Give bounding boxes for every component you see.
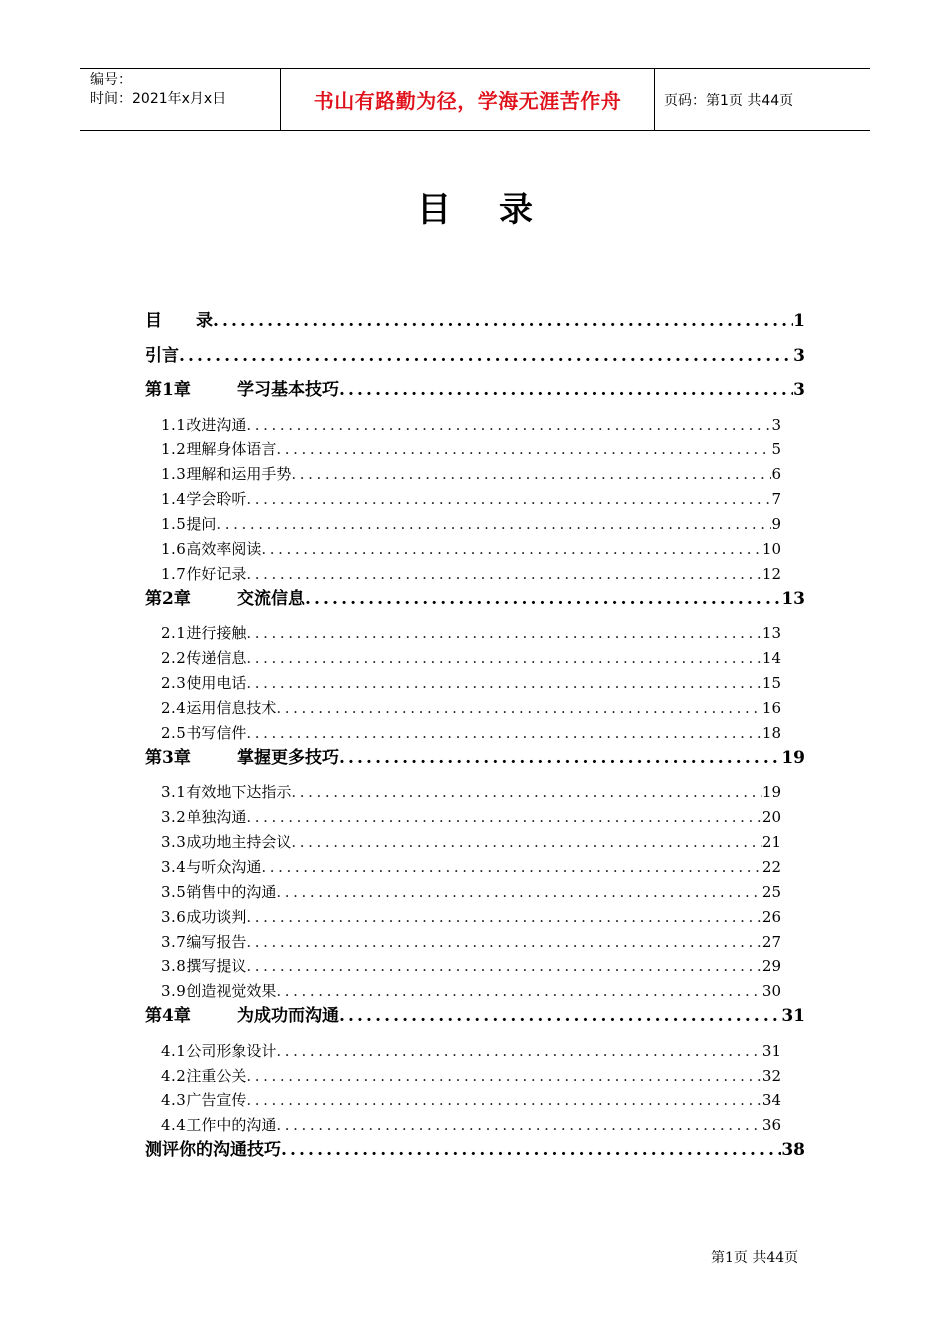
toc-entry-title: 学会聆听: [186, 490, 247, 509]
header-motto-cell: [281, 69, 655, 130]
toc-section-number: 2.3: [161, 674, 187, 693]
toc-entry[interactable]: [145, 512, 805, 537]
toc-page-number: 30: [761, 982, 781, 1001]
toc-entry-title: 与听众沟通: [186, 857, 262, 876]
toc-page-number: 7: [771, 490, 781, 509]
toc-page-number: 10: [761, 539, 781, 558]
toc-entry[interactable]: [145, 696, 805, 721]
toc-dot-leader: [261, 537, 762, 561]
motto: 书山有路勤为径，学海无涯苦作舟: [313, 89, 622, 113]
toc-page-number: 34: [761, 1091, 781, 1110]
toc-entry[interactable]: [145, 487, 805, 512]
toc-entry[interactable]: [145, 830, 805, 855]
toc-entry-label: [161, 1088, 246, 1112]
toc-page-number: 14: [761, 649, 781, 668]
toc-page-number: 3: [771, 415, 781, 434]
toc-page-number: 32: [761, 1066, 781, 1085]
toc-entry-label: [145, 587, 305, 611]
toc-section-number: 3.5: [161, 882, 187, 901]
toc-dot-leader: [246, 805, 762, 829]
toc-dot-leader: [276, 1113, 762, 1137]
toc-page-number: 31: [781, 1006, 805, 1027]
toc-page-number: 25: [761, 882, 781, 901]
toc-entry[interactable]: [145, 954, 805, 979]
toc-page-number: 3: [793, 345, 805, 366]
toc-entry-title: 工作中的沟通: [186, 1116, 277, 1135]
toc-entry-title: 测评你的沟通技巧: [145, 1140, 281, 1161]
toc-entry-title: 公司形象设计: [186, 1041, 277, 1060]
toc-entry-title: 广告宣传: [186, 1091, 247, 1110]
toc-entry-label: [161, 512, 216, 536]
time-label: 时间：2021年x月x日: [90, 91, 227, 107]
toc-entry-label: [145, 1138, 281, 1162]
toc-entry-title: 进行接触: [186, 624, 247, 643]
toc-page-number: 19: [761, 783, 781, 802]
toc-dot-leader: [246, 930, 762, 954]
toc-section-number: 2.5: [161, 723, 187, 742]
toc-dot-leader: [305, 587, 781, 611]
toc-entry-title: 单独沟通: [186, 808, 247, 827]
toc-section-number: 1.3: [161, 465, 187, 484]
toc-section-number: 4.4: [161, 1116, 187, 1135]
toc-dot-leader: [246, 954, 762, 978]
toc-entry-label: [161, 954, 246, 978]
toc-entry[interactable]: [145, 537, 805, 562]
toc-entry-title: 改进沟通: [186, 415, 247, 434]
toc-dot-leader: [246, 562, 762, 586]
toc-entry[interactable]: [145, 1039, 805, 1064]
toc-entry-label: [145, 344, 179, 368]
toc-entry-title: 运用信息技术: [186, 698, 277, 717]
toc-entry-label: [161, 646, 246, 670]
toc-entry-title: 传递信息: [186, 649, 247, 668]
toc-page-number: 13: [781, 588, 805, 609]
toc-dot-leader: [339, 746, 781, 770]
toc-entry-label: [161, 805, 246, 829]
toc-entry-label: [161, 905, 246, 929]
toc-entry-label: [161, 780, 291, 804]
toc-entry-label: [161, 537, 261, 561]
toc-page-number: 1: [793, 311, 805, 331]
toc-dot-leader: [179, 344, 793, 368]
toc-chapter-number: 第2章: [145, 588, 191, 609]
toc-entry-label: [161, 880, 276, 904]
toc-entry[interactable]: [145, 746, 805, 781]
toc-page-number: 22: [761, 857, 781, 876]
toc-entry[interactable]: [145, 621, 805, 646]
toc-entry-label: [161, 1064, 246, 1088]
toc-entry[interactable]: [145, 1064, 805, 1089]
toc-dot-leader: [281, 1138, 781, 1162]
toc-entry-title: 撰写提议: [186, 957, 247, 976]
toc-dot-leader: [276, 880, 762, 904]
toc-page-number: 36: [761, 1116, 781, 1135]
toc-section-number: 2.1: [161, 624, 187, 643]
toc-section-number: 4.1: [161, 1041, 187, 1060]
toc-entry[interactable]: [145, 880, 805, 905]
toc-page-number: 3: [793, 380, 805, 400]
toc-entry-label: [161, 562, 246, 586]
toc-page-number: 31: [761, 1041, 781, 1060]
toc-section-number: 1.5: [161, 515, 187, 534]
toc-dot-leader: [276, 696, 762, 720]
toc-page-number: 9: [771, 515, 781, 534]
toc-dot-leader: [339, 1004, 781, 1028]
toc-page-number: 38: [781, 1140, 805, 1161]
toc-section-number: 1.4: [161, 490, 187, 509]
toc-entry[interactable]: [145, 344, 805, 379]
toc-entry[interactable]: [145, 437, 805, 462]
header-meta: [80, 69, 281, 130]
toc-entry[interactable]: [145, 378, 805, 413]
toc-entry-label: [161, 671, 246, 695]
toc-entry[interactable]: [145, 562, 805, 587]
toc-dot-leader: [246, 721, 762, 745]
toc-entry-label: [145, 746, 339, 770]
toc-entry-label: [161, 696, 276, 720]
toc-entry[interactable]: [145, 1004, 805, 1039]
toc-entry[interactable]: [145, 979, 805, 1004]
toc-entry[interactable]: [145, 1113, 805, 1138]
toc-entry-label: [161, 830, 291, 854]
page-footer: 第1页 共44页: [711, 1250, 799, 1266]
toc-entry-title: 注重公关: [186, 1066, 247, 1085]
toc-entry-title: 学习基本技巧: [237, 380, 339, 400]
toc-section-number: 3.9: [161, 982, 187, 1001]
toc-entry-label: [145, 309, 213, 333]
toc-entry-label: [161, 1039, 276, 1063]
toc-entry[interactable]: [145, 805, 805, 830]
toc-section-number: 3.1: [161, 783, 187, 802]
toc-entry[interactable]: [145, 413, 805, 438]
toc-chapter-number: 第4章: [145, 1006, 191, 1027]
page-header: [80, 68, 870, 131]
toc-entry-label: [161, 462, 291, 486]
toc-section-number: 2.4: [161, 698, 187, 717]
toc-dot-leader: [339, 378, 793, 402]
toc-entry-title: 为成功而沟通: [237, 1006, 339, 1027]
toc-entry-label: [161, 437, 276, 461]
toc-entry-title: 高效率阅读: [186, 539, 262, 558]
toc-entry-title: 使用电话: [186, 674, 247, 693]
toc-section-number: 3.2: [161, 808, 187, 827]
toc-section-number: 1.6: [161, 539, 187, 558]
toc-entry-title: 目 录: [145, 311, 213, 331]
toc-entry-title: 掌握更多技巧: [237, 747, 339, 768]
toc-dot-leader: [246, 487, 771, 511]
toc-entry-title: 理解和运用手势: [186, 465, 292, 484]
toc-entry[interactable]: [145, 309, 805, 344]
toc-section-number: 1.2: [161, 440, 187, 459]
toc-entry-title: 理解身体语言: [186, 440, 277, 459]
toc-page-number: 29: [761, 957, 781, 976]
toc-dot-leader: [246, 621, 762, 645]
toc-entry-label: [145, 378, 339, 402]
toc-page-number: 16: [761, 698, 781, 717]
toc-entry-title: 引言: [145, 345, 179, 366]
header-page-info-cell: [655, 69, 870, 130]
toc-entry-label: [161, 721, 246, 745]
toc-entry-title: 编写报告: [186, 932, 247, 951]
toc-section-number: 2.2: [161, 649, 187, 668]
toc-entry-title: 销售中的沟通: [186, 882, 277, 901]
toc-dot-leader: [246, 646, 762, 670]
toc-dot-leader: [246, 1088, 762, 1112]
toc-section-number: 3.8: [161, 957, 187, 976]
toc-entry-label: [161, 1113, 276, 1137]
toc-page-number: 21: [761, 832, 781, 851]
toc-entry-label: [161, 621, 246, 645]
toc-page-number: 15: [761, 674, 781, 693]
toc-entry-title: 提问: [186, 515, 217, 534]
toc-entry[interactable]: [145, 905, 805, 930]
toc-page-number: 13: [761, 624, 781, 643]
toc-entry[interactable]: [145, 587, 805, 622]
toc-dot-leader: [276, 979, 762, 1003]
toc-page-number: 20: [761, 808, 781, 827]
toc-entry-label: [161, 930, 246, 954]
toc-page-number: 12: [761, 564, 781, 583]
toc-entry[interactable]: [145, 1088, 805, 1113]
toc-entry-label: [161, 413, 246, 437]
toc-entry-label: [161, 979, 276, 1003]
toc-entry-label: [161, 487, 246, 511]
toc-dot-leader: [246, 671, 762, 695]
toc-entry-title: 作好记录: [186, 564, 247, 583]
toc-entry-label: [161, 855, 261, 879]
toc-entry[interactable]: [145, 721, 805, 746]
toc-section-number: 3.3: [161, 832, 187, 851]
document-title: 目录: [417, 190, 581, 230]
toc-section-number: 3.7: [161, 932, 187, 951]
toc-page-number: 18: [761, 723, 781, 742]
toc-dot-leader: [276, 437, 771, 461]
toc-page-number: 5: [771, 440, 781, 459]
toc-entry-title: 成功谈判: [186, 907, 247, 926]
toc-dot-leader: [291, 830, 762, 854]
toc-page-number: 6: [771, 465, 781, 484]
toc-entry[interactable]: [145, 930, 805, 955]
toc-entry[interactable]: [145, 1138, 805, 1173]
page-info: 页码：第1页 共44页: [664, 92, 794, 109]
toc-chapter-number: 第1章: [145, 380, 191, 400]
toc-dot-leader: [216, 512, 771, 536]
table-of-contents: [145, 309, 805, 1173]
toc-chapter-number: 第3章: [145, 747, 191, 768]
code-label: 编号：: [90, 72, 132, 88]
toc-dot-leader: [213, 309, 793, 333]
toc-entry-title: 创造视觉效果: [186, 982, 277, 1001]
toc-entry-title: 书写信件: [186, 723, 247, 742]
toc-entry[interactable]: [145, 855, 805, 880]
toc-section-number: 3.6: [161, 907, 187, 926]
toc-section-number: 3.4: [161, 857, 187, 876]
toc-page-number: 26: [761, 907, 781, 926]
toc-dot-leader: [276, 1039, 762, 1063]
toc-dot-leader: [291, 780, 762, 804]
toc-entry[interactable]: [145, 780, 805, 805]
toc-entry[interactable]: [145, 646, 805, 671]
toc-page-number: 19: [781, 747, 805, 768]
toc-entry-title: 交流信息: [237, 588, 305, 609]
toc-page-number: 27: [761, 932, 781, 951]
toc-entry-title: 成功地主持会议: [186, 832, 292, 851]
toc-section-number: 1.1: [161, 415, 187, 434]
toc-dot-leader: [246, 905, 762, 929]
toc-section-number: 4.2: [161, 1066, 187, 1085]
toc-dot-leader: [291, 462, 771, 486]
toc-entry-label: [145, 1004, 339, 1028]
toc-dot-leader: [261, 855, 762, 879]
toc-entry[interactable]: [145, 462, 805, 487]
toc-entry[interactable]: [145, 671, 805, 696]
toc-section-number: 4.3: [161, 1091, 187, 1110]
toc-section-number: 1.7: [161, 564, 187, 583]
toc-dot-leader: [246, 1064, 762, 1088]
toc-entry-title: 有效地下达指示: [186, 783, 292, 802]
toc-dot-leader: [246, 413, 771, 437]
